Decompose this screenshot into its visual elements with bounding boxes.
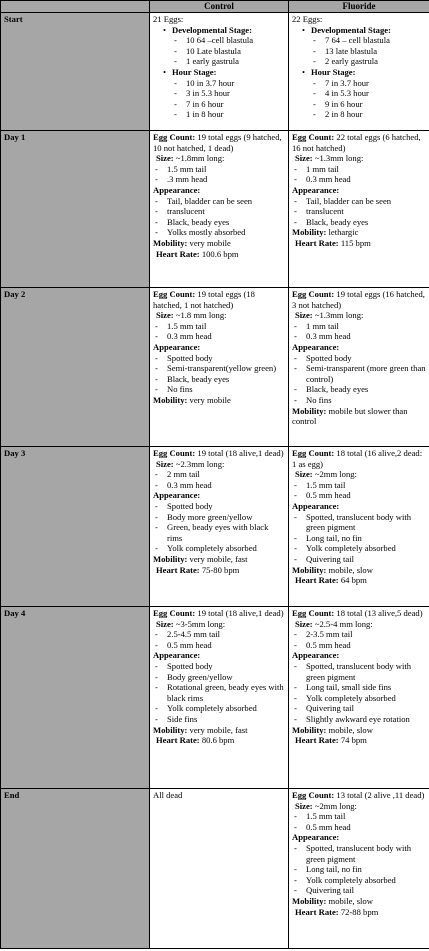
appearance-label: Appearance: — [292, 341, 340, 352]
size-item: - 0.3 mm head — [292, 174, 426, 185]
appearance-item: - Black, beady eyes — [292, 217, 426, 228]
egg-count-value: 19 total eggs (16 hatched, 3 not hatched) — [292, 289, 425, 310]
day2-fluoride-cell — [289, 288, 429, 447]
heart-rate-label: Heart Rate: — [295, 237, 339, 248]
egg-count-label: Egg Count: — [153, 448, 196, 458]
mobility-value: mobile, slow — [326, 724, 373, 735]
day2-control-cell — [150, 288, 289, 447]
egg-count-value: 19 total (18 alive,1 dead) — [195, 608, 284, 618]
heart-rate-label: Heart Rate: — [156, 564, 200, 575]
hour-stage-entry: - 9 in 6 hour — [311, 99, 426, 110]
egg-count — [292, 448, 426, 469]
egg-count — [292, 132, 426, 153]
appearance-item: - Black, beady eyes — [153, 374, 285, 385]
row-end — [1, 789, 429, 949]
egg-total: 22 Eggs: — [292, 14, 323, 24]
egg-count-label: Egg Count: — [292, 790, 335, 800]
egg-count-label: Egg Count: — [292, 132, 335, 142]
appearance-item: - Rotational green, beady eyes with black rims — [153, 682, 285, 703]
egg-count — [153, 448, 285, 459]
size-value: ~2mm long: — [312, 469, 357, 480]
egg-count-value: 19 total eggs (9 hatched, 10 not hatched, 1 dead) — [153, 132, 282, 153]
size-item: - 0.3 mm head — [153, 331, 285, 342]
mobility-value: mobile, slow — [326, 895, 373, 906]
hour-stage-sublist — [172, 78, 285, 120]
row-start — [1, 13, 429, 131]
row-day3 — [1, 447, 429, 607]
mobility — [153, 725, 285, 736]
hour-stage-entry: - 2 in 8 hour — [311, 109, 426, 120]
heart-rate-value: 75-80 bpm — [199, 564, 240, 575]
size — [292, 310, 426, 321]
appearance-list — [292, 661, 426, 725]
appearance-item: - Yolk completely absorbed — [292, 693, 426, 704]
size — [292, 469, 426, 480]
header-row — [1, 1, 429, 13]
size-item: - .3 mm head — [153, 174, 285, 185]
size-value: ~1.3mm long: — [312, 153, 364, 164]
appearance-list — [292, 512, 426, 565]
stage-list — [153, 25, 285, 120]
egg-count-label: Egg Count: — [153, 289, 196, 299]
size-item: - 2-3.5 mm tail — [292, 629, 426, 640]
appearance-item: - Spotted, translucent body with green pigment — [292, 661, 426, 682]
row-label-day4: Day 4 — [1, 607, 150, 789]
start-fluoride-cell — [289, 13, 429, 131]
hour-stage-entry: - 3 in 5.3 hour — [172, 88, 285, 99]
row-label-start: Start — [1, 13, 150, 131]
size-item: - 1 mm tail — [292, 321, 426, 332]
row-label-day2: Day 2 — [1, 288, 150, 447]
mobility-label: Mobility: — [292, 564, 327, 575]
size-item: - 1 mm tail — [292, 164, 426, 175]
egg-count — [153, 289, 285, 310]
egg-count — [292, 608, 426, 619]
size-item: - 0.5 mm head — [292, 640, 426, 651]
heart-rate-label: Heart Rate: — [156, 248, 200, 259]
mobility-value: mobile, slow — [326, 564, 373, 575]
appearance-item: - Tail, bladder can be seen — [292, 196, 426, 207]
appearance-list — [153, 353, 285, 395]
appearance-list — [153, 196, 285, 238]
appearance-item: - Quivering tail — [292, 885, 426, 896]
appearance-label: Appearance: — [292, 184, 340, 195]
size-value: ~2.5-4 mm long: — [312, 618, 373, 629]
size-label: Size: — [295, 800, 313, 811]
appearance-item: - Spotted, translucent body with green pigment — [292, 843, 426, 864]
mobility-value: very mobile — [187, 394, 231, 405]
day3-fluoride-cell — [289, 447, 429, 607]
header-control: Control — [150, 1, 289, 13]
mobility-label: Mobility: — [292, 227, 327, 238]
hour-stage-item — [172, 67, 285, 120]
developmental-stage-entry: - 13 late blastula — [311, 46, 426, 57]
developmental-stage-item — [172, 25, 285, 67]
size-label: Size: — [156, 153, 174, 164]
size-item: - 0.3 mm head — [292, 331, 426, 342]
egg-count-value: 19 total eggs (18 hatched, 1 not hatched) — [153, 289, 255, 310]
appearance-item: - Quivering tail — [292, 703, 426, 714]
hour-stage-label: Hour Stage: — [311, 66, 356, 77]
developmental-stage-label: Developmental Stage: — [172, 24, 252, 35]
size-label: Size: — [295, 469, 313, 480]
hour-stage-sublist — [311, 78, 426, 120]
heart-rate-value: 100.6 bpm — [199, 248, 239, 259]
heart-rate — [153, 249, 285, 260]
row-label-day1: Day 1 — [1, 131, 150, 288]
appearance-item: - No fins — [153, 384, 285, 395]
egg-count-label: Egg Count: — [292, 448, 335, 458]
appearance-item: - Quivering tail — [292, 554, 426, 565]
size-label: Size: — [156, 310, 174, 321]
hour-stage-entry: - 4 in 5.3 hour — [311, 88, 426, 99]
header-stub — [1, 1, 150, 13]
mobility — [292, 565, 426, 576]
size-item: - 2 mm tail — [153, 469, 285, 480]
size-label: Size: — [295, 153, 313, 164]
mobility — [153, 238, 285, 249]
hour-stage-entry: - 10 in 3.7 hour — [172, 78, 285, 89]
heart-rate — [153, 735, 285, 746]
size-list — [153, 321, 285, 342]
hour-stage-label: Hour Stage: — [172, 66, 217, 77]
day1-control-cell — [150, 131, 289, 288]
appearance-item: - Semi-transparent(yellow green) — [153, 363, 285, 374]
size-list — [292, 321, 426, 342]
size-item: - 1.5 mm tail — [292, 811, 426, 822]
mobility-label: Mobility: — [292, 895, 327, 906]
mobility — [292, 896, 426, 907]
hour-stage-entry: - 7 in 6 hour — [172, 99, 285, 110]
size-list — [292, 164, 426, 185]
appearance-list — [153, 501, 285, 554]
appearance-item: - Body more green/yellow — [153, 512, 285, 523]
appearance-item: - Yolk completely absorbed — [153, 543, 285, 554]
appearance-item: - translucent — [292, 206, 426, 217]
size-list — [153, 164, 285, 185]
size-value: ~3-5mm long: — [173, 618, 226, 629]
mobility — [292, 406, 426, 427]
appearance-list — [292, 843, 426, 896]
egg-count — [292, 289, 426, 310]
row-day2 — [1, 288, 429, 447]
mobility-value: lethargic — [326, 227, 359, 238]
appearance-list — [153, 661, 285, 725]
row-label-day3: Day 3 — [1, 447, 150, 607]
mobility-label: Mobility: — [153, 724, 188, 735]
appearance-item: - Long tail, small side fins — [292, 682, 426, 693]
heart-rate-value: 64 bpm — [338, 575, 367, 586]
egg-count-label: Egg Count: — [292, 289, 335, 299]
developmental-stage-sublist — [311, 35, 426, 67]
appearance-label: Appearance: — [153, 650, 201, 661]
size-value: ~1.8mm long: — [173, 153, 225, 164]
egg-count-value: 18 total (13 alive,5 dead) — [334, 608, 423, 618]
appearance-label: Appearance: — [153, 341, 201, 352]
egg-count-value: 18 total (16 alive,2 dead: 1 as egg) — [292, 448, 423, 469]
size — [292, 153, 426, 164]
size-item: - 1.5 mm tail — [153, 164, 285, 175]
heart-rate-value: 80.6 bpm — [199, 735, 235, 746]
heart-rate-value: 72-88 bpm — [338, 906, 379, 917]
heart-rate — [153, 565, 285, 576]
egg-total: 21 Eggs: — [153, 14, 184, 24]
hour-stage-item — [311, 67, 426, 120]
appearance-item: - Green, beady eyes with black rims — [153, 522, 285, 543]
appearance-item: - Black, beady eyes — [153, 217, 285, 228]
appearance-item: - Yolk completely absorbed — [153, 703, 285, 714]
mobility-value: very mobile — [187, 237, 231, 248]
developmental-stage-entry: - 10 64 –cell blastula — [172, 35, 285, 46]
mobility-label: Mobility: — [292, 724, 327, 735]
size-item: - 2.5-4.5 mm tail — [153, 629, 285, 640]
appearance-item: - Yolks mostly absorbed — [153, 227, 285, 238]
size-list — [292, 480, 426, 501]
appearance-item: - Body green/yellow — [153, 672, 285, 683]
egg-count-value: 13 total (2 alive ,11 dead) — [334, 790, 425, 800]
egg-count-label: Egg Count: — [153, 608, 196, 618]
heart-rate-label: Heart Rate: — [295, 575, 339, 586]
mobility — [292, 725, 426, 736]
size-list — [153, 629, 285, 650]
size-label: Size: — [295, 310, 313, 321]
appearance-item: - Spotted body — [153, 501, 285, 512]
heart-rate-value: 74 bpm — [338, 735, 367, 746]
day4-control-cell — [150, 607, 289, 789]
appearance-item: - Spotted, translucent body with green pigment — [292, 512, 426, 533]
size-list — [292, 629, 426, 650]
egg-count-label: Egg Count: — [292, 608, 335, 618]
heart-rate — [292, 238, 426, 249]
developmental-stage-label: Developmental Stage: — [311, 24, 391, 35]
row-day4 — [1, 607, 429, 789]
heart-rate — [292, 735, 426, 746]
size-item: - 1.5 mm tail — [153, 321, 285, 332]
appearance-label: Appearance: — [153, 490, 201, 501]
appearance-item: - Side fins — [153, 714, 285, 725]
mobility — [153, 395, 285, 406]
appearance-item: - Slightly awkward eye rotation — [292, 714, 426, 725]
heart-rate — [292, 575, 426, 586]
mobility-value: mobile but slower than control — [292, 405, 408, 427]
header-fluoride: Fluoride — [289, 1, 429, 13]
appearance-label: Appearance: — [292, 832, 340, 843]
size — [153, 310, 285, 321]
day1-fluoride-cell — [289, 131, 429, 288]
size-value: ~2mm long: — [312, 800, 357, 811]
mobility-label: Mobility: — [153, 394, 188, 405]
size-label: Size: — [156, 458, 174, 469]
developmental-stage-entry: - 7 64 – cell blastula — [311, 35, 426, 46]
heart-rate-label: Heart Rate: — [156, 735, 200, 746]
developmental-stage-entry: - 1 early gastrula — [172, 56, 285, 67]
end-fluoride-cell — [289, 789, 429, 949]
mobility-value: very mobile, fast — [187, 553, 248, 564]
row-label-end: End — [1, 789, 150, 949]
mobility-value: very mobile, fast — [187, 724, 248, 735]
day3-control-cell — [150, 447, 289, 607]
mobility — [153, 554, 285, 565]
size-value: ~1.8 mm long: — [173, 310, 227, 321]
egg-count-value: 22 total eggs (6 hatched, 16 not hatched) — [292, 132, 421, 153]
egg-count — [292, 790, 426, 801]
heart-rate — [292, 907, 426, 918]
size-item: - 0.5 mm head — [292, 822, 426, 833]
developmental-stage-entry: - 2 early gastrula — [311, 56, 426, 67]
appearance-list — [292, 353, 426, 406]
hour-stage-entry: - 7 in 3.7 hour — [311, 78, 426, 89]
egg-count — [153, 608, 285, 619]
appearance-item: - Tail, bladder can be seen — [153, 196, 285, 207]
size — [292, 801, 426, 812]
day4-fluoride-cell — [289, 607, 429, 789]
developmental-stage-entry: - 10 Late blastula — [172, 46, 285, 57]
appearance-item: - Spotted body — [153, 353, 285, 364]
appearance-label: Appearance: — [292, 650, 340, 661]
size — [153, 153, 285, 164]
size-label: Size: — [156, 618, 174, 629]
appearance-item: - Spotted body — [153, 661, 285, 672]
size-list — [153, 469, 285, 490]
size-item: - 0.5 mm head — [292, 490, 426, 501]
mobility-label: Mobility: — [153, 237, 188, 248]
appearance-item: - Semi-transparent (more green than control) — [292, 363, 426, 384]
size-list — [292, 811, 426, 832]
appearance-item: - Spotted body — [292, 353, 426, 364]
size-label: Size: — [295, 618, 313, 629]
stage-list — [292, 25, 426, 120]
appearance-label: Appearance: — [292, 500, 340, 511]
appearance-item: - Yolk completely absorbed — [292, 543, 426, 554]
start-control-cell — [150, 13, 289, 131]
row-day1 — [1, 131, 429, 288]
heart-rate-label: Heart Rate: — [295, 906, 339, 917]
hour-stage-entry: - 1 in 8 hour — [172, 109, 285, 120]
appearance-item: - Long tail, no fin — [292, 533, 426, 544]
heart-rate-value: 115 bpm — [338, 237, 371, 248]
size-item: - 0.5 mm head — [153, 640, 285, 651]
egg-count-value: 19 total (18 alive,1 dead) — [195, 448, 284, 458]
heart-rate-label: Heart Rate: — [295, 735, 339, 746]
appearance-item: - Black, beady eyes — [292, 384, 426, 395]
size-item: - 0.3 mm head — [153, 480, 285, 491]
size-value: ~2.3mm long: — [173, 458, 225, 469]
size — [292, 619, 426, 630]
size-item: - 1.5 mm tail — [292, 480, 426, 491]
size — [153, 619, 285, 630]
appearance-item: - Long tail, no fin — [292, 864, 426, 875]
appearance-item: - No fins — [292, 395, 426, 406]
appearance-list — [292, 196, 426, 228]
appearance-label: Appearance: — [153, 184, 201, 195]
appearance-item: - Yolk completely absorbed — [292, 875, 426, 886]
developmental-stage-item — [311, 25, 426, 67]
appearance-item: - translucent — [153, 206, 285, 217]
developmental-stage-sublist — [172, 35, 285, 67]
mobility — [292, 227, 426, 238]
egg-count-label: Egg Count: — [153, 132, 196, 142]
mobility-label: Mobility: — [292, 405, 327, 416]
mobility-label: Mobility: — [153, 553, 188, 564]
egg-count — [153, 132, 285, 153]
end-control-cell: All dead — [150, 789, 289, 949]
size-value: ~1.3mm long: — [312, 310, 364, 321]
size — [153, 459, 285, 470]
